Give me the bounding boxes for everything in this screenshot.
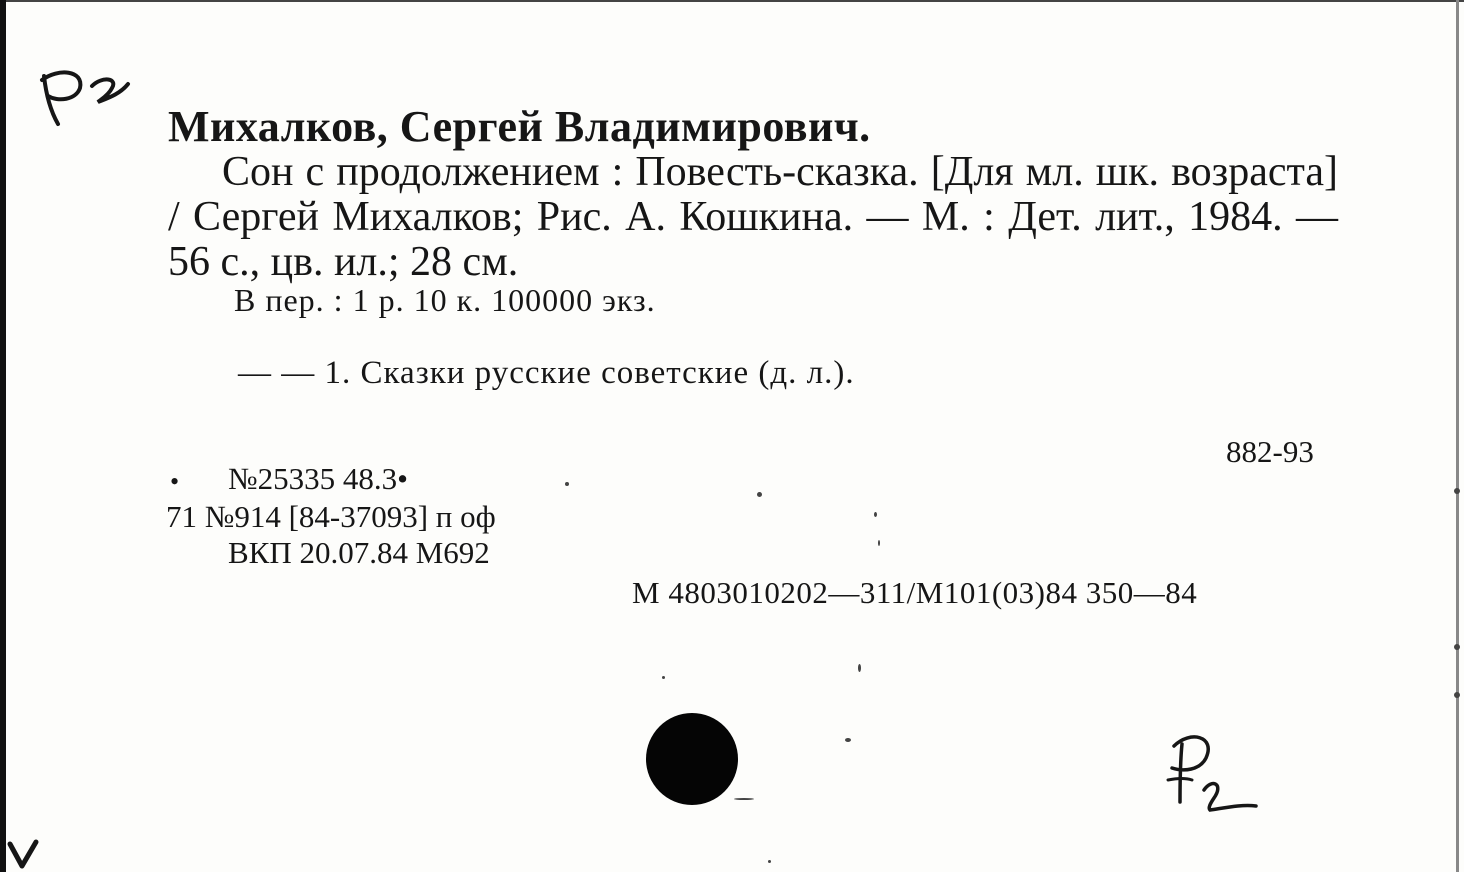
number-line: №25335 48.3• bbox=[228, 461, 408, 496]
price-line: В пер. : 1 р. 10 к. 100000 экз. bbox=[234, 282, 656, 318]
title-description: Сон с продолжением : Повесть-сказка. [Для мл. шк. возраста] / Сергей Михалков; Рис. А. Кошкина. — М. : Дет. лит., 1984. — 56 с., цв. ил.; 28 см. bbox=[168, 149, 1338, 285]
vkp-line: ВКП 20.07.84 М692 bbox=[228, 535, 490, 570]
speck bbox=[874, 512, 877, 517]
speck bbox=[757, 492, 762, 497]
subject-heading: — — 1. Сказки русские советские (д. л.). bbox=[238, 355, 855, 391]
speck bbox=[768, 860, 771, 863]
punch-hole bbox=[646, 713, 738, 805]
classification-line: М 4803010202—311/М101(03)84 350—84 bbox=[632, 575, 1198, 610]
handwritten-mark-corner bbox=[6, 838, 46, 870]
order-line: 71 №914 [84-37093] п оф bbox=[166, 499, 496, 534]
handwritten-mark-top bbox=[36, 64, 136, 128]
speck bbox=[565, 482, 569, 486]
speck bbox=[734, 798, 754, 800]
author-heading: Михалков, Сергей Владимирович. bbox=[168, 102, 871, 151]
card-right-edge bbox=[1456, 0, 1459, 872]
speck bbox=[1454, 644, 1460, 650]
speck bbox=[1454, 692, 1460, 698]
handwritten-mark-bottom bbox=[1164, 728, 1264, 818]
speck bbox=[878, 540, 880, 546]
code-right: 882-93 bbox=[1226, 434, 1314, 469]
bullet-mark: • bbox=[170, 467, 180, 496]
speck bbox=[845, 738, 851, 742]
speck bbox=[858, 664, 861, 672]
card-top-edge bbox=[0, 0, 1464, 2]
speck bbox=[1454, 488, 1460, 494]
card-left-edge bbox=[0, 0, 6, 872]
speck bbox=[662, 676, 665, 679]
